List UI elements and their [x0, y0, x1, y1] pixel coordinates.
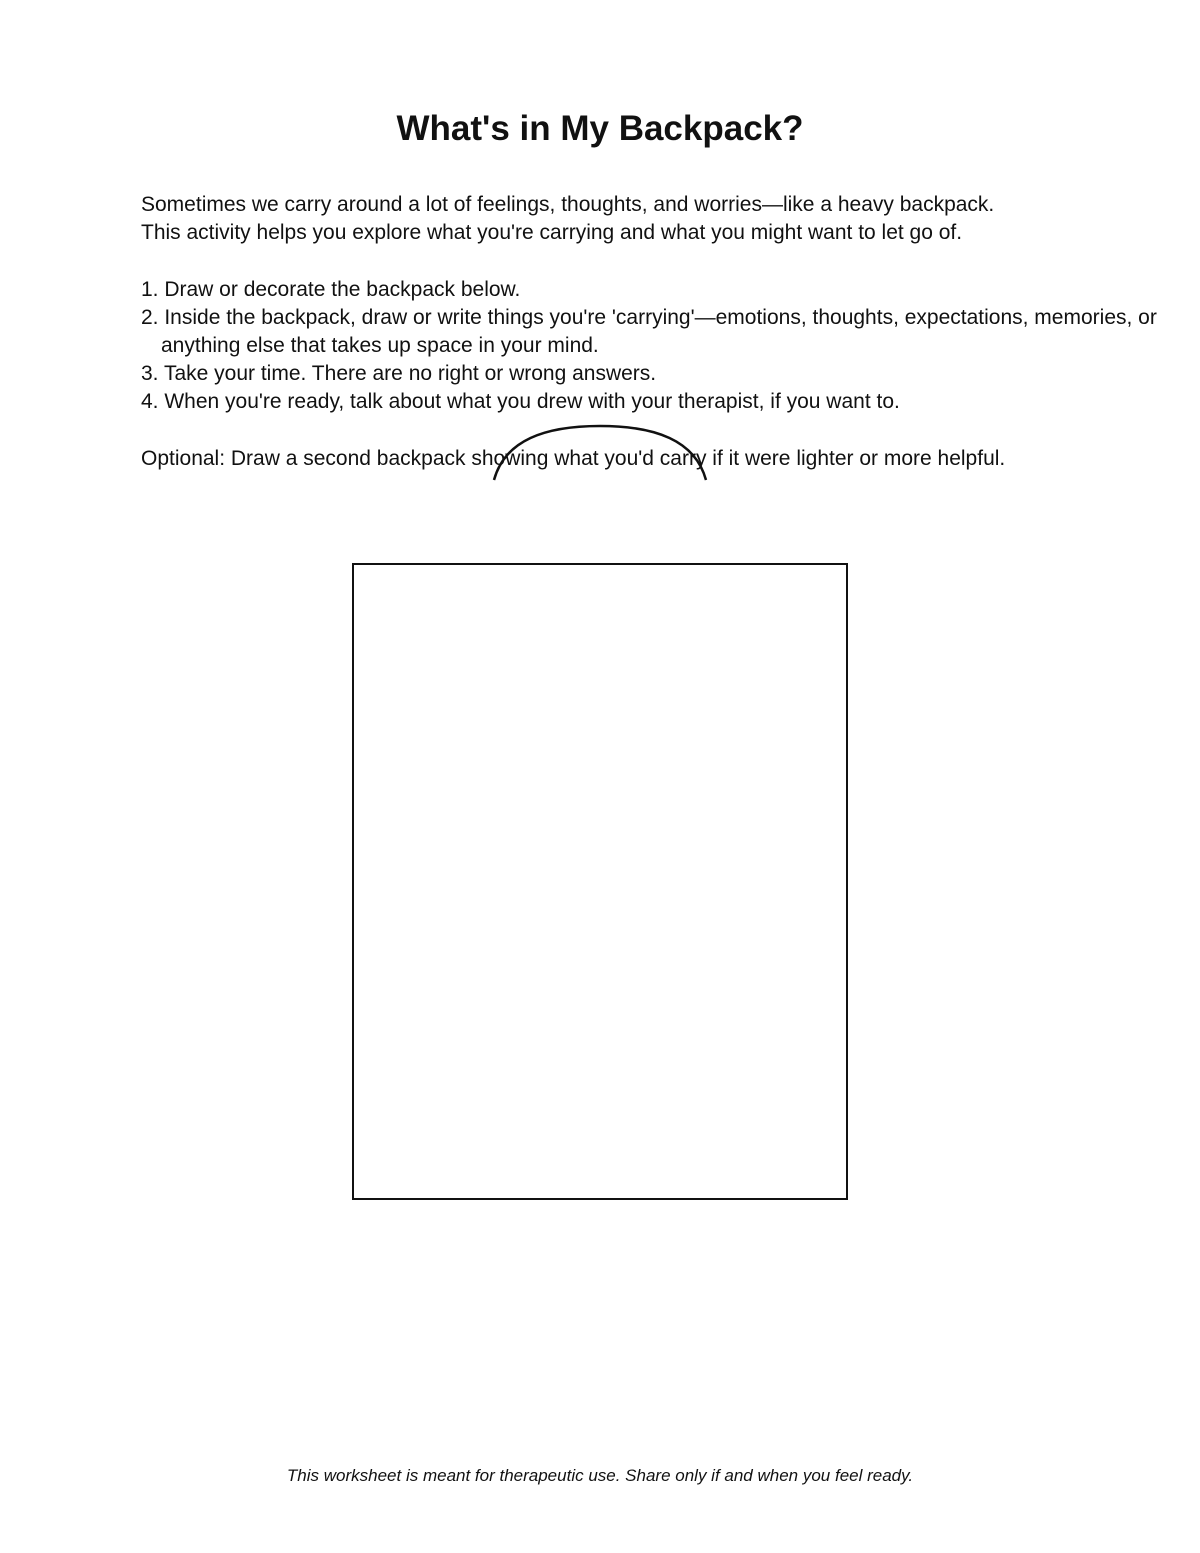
- instruction-item-1: 1. Draw or decorate the backpack below.: [141, 278, 521, 301]
- instruction-item-3: 3. Take your time. There are no right or wrong answers.: [141, 362, 657, 385]
- instructions-list: [141, 276, 1157, 416]
- intro-paragraph: [141, 191, 1151, 247]
- instruction-item-4: 4. When you're ready, talk about what you drew with your therapist, if you want to.: [141, 390, 900, 413]
- footer-note: This worksheet is meant for therapeutic use. Share only if and when you feel ready.: [286, 1466, 914, 1485]
- instruction-item-2: 2. Inside the backpack, draw or write things you're 'carrying'—emotions, thoughts, expectations, memories, or anything else that takes up space in your mind.: [141, 306, 1157, 357]
- backpack-drawing-area[interactable]: [352, 563, 848, 1200]
- page-title: What's in My Backpack?: [396, 109, 804, 148]
- intro-line-2: This activity helps you explore what you're carrying and what you might want to let go of.: [141, 221, 963, 244]
- optional-note: Optional: Draw a second backpack showing what you'd carry if it were lighter or more helpful.: [141, 447, 1006, 470]
- intro-line-1: Sometimes we carry around a lot of feelings, thoughts, and worries—like a heavy backpack.: [141, 193, 995, 216]
